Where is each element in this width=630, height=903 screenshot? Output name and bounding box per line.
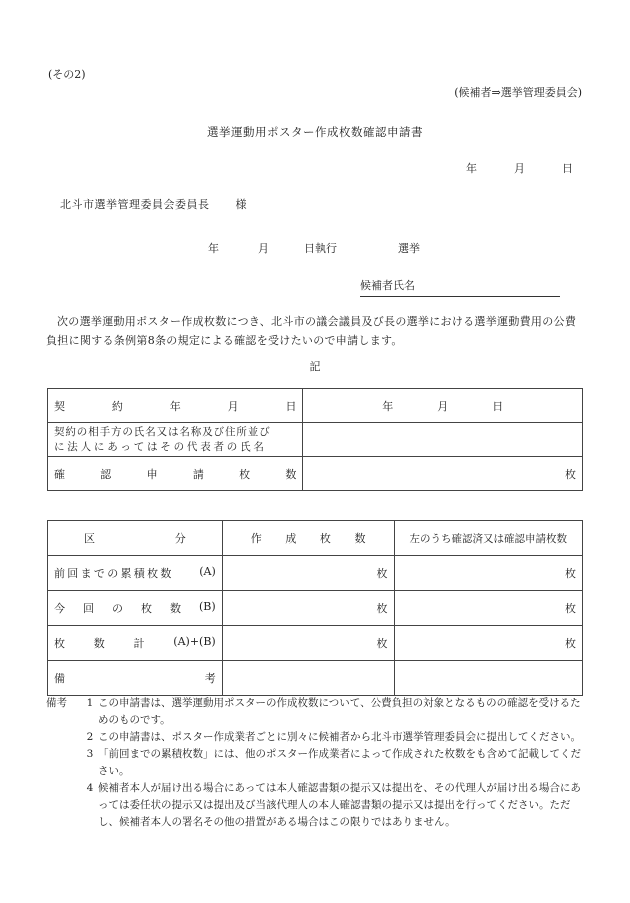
row-label-previous [48, 556, 223, 591]
row-label-char: の [112, 602, 123, 615]
notes-section [46, 695, 591, 831]
unit-label: 枚 [565, 602, 576, 615]
label-char: 契 [54, 399, 65, 413]
contract-date-field[interactable] [303, 389, 583, 423]
contract-year: 年 [382, 399, 394, 413]
current-created-field[interactable] [222, 591, 394, 626]
row-label-char: 回 [83, 602, 94, 615]
table-row [48, 423, 583, 457]
total-created-field[interactable] [222, 626, 394, 661]
election-month: 月 [258, 242, 269, 255]
label-char: 枚 [239, 467, 251, 481]
unit-label: 枚 [376, 602, 388, 615]
election-year: 年 [208, 242, 219, 255]
header-char: 分 [174, 532, 186, 545]
table-row [48, 556, 583, 591]
label-char: 確 [54, 467, 65, 481]
row-label-text: 前回までの累積枚数 [54, 567, 174, 580]
unit-label: 枚 [565, 637, 576, 650]
row-label-char: 数 [93, 637, 105, 650]
contract-date-label [48, 389, 303, 423]
row-label-char: 考 [204, 672, 216, 685]
counterparty-label-line1: 契約の相手方の氏名又は名称及び住所並び [54, 425, 271, 438]
table-row [48, 389, 583, 423]
election-name: 選挙 [398, 242, 420, 255]
unit-label: 枚 [565, 567, 576, 580]
confirm-count-field[interactable] [303, 457, 583, 491]
header-char: 区 [84, 532, 95, 545]
label-char: 月 [227, 399, 239, 413]
note-text: 「前回までの累積枚数」には、他のポスター作成業者によって作成された枚数をも含めて記載してください。 [98, 748, 581, 777]
note-number: 2 [86, 731, 94, 743]
contract-day: 日 [492, 399, 504, 413]
note-item [46, 695, 591, 729]
remarks-field[interactable] [222, 661, 394, 696]
table-row [48, 457, 583, 491]
candidate-name-field[interactable] [360, 277, 560, 297]
row-label-code: (A) [199, 565, 216, 578]
note-number: 4 [86, 782, 94, 794]
label-char: 請 [192, 467, 204, 481]
row-label-char: 数 [170, 602, 181, 615]
label-char: 約 [111, 399, 123, 413]
row-label-code: (B) [199, 600, 216, 613]
label-char: 数 [285, 467, 297, 481]
previous-confirmed-field[interactable] [394, 556, 583, 591]
header-char: 枚 [319, 532, 331, 545]
row-label-char: 枚 [141, 602, 152, 615]
header-char: 成 [285, 532, 297, 545]
label-char: 申 [146, 467, 158, 481]
counterparty-label [48, 423, 303, 457]
addressee [60, 196, 247, 212]
table-row [48, 591, 583, 626]
row-label-char: 枚 [54, 637, 65, 650]
header-char: 数 [354, 532, 366, 545]
row-label-total [48, 626, 223, 661]
application-body-text: 次の選挙運動用ポスター作成枚数につき、北斗市の議会議員及び長の選挙における選挙運動費用の公費負担に関する条例第8条の規定による確認を受けたいので申請します。 [46, 315, 577, 347]
note-item [46, 780, 591, 831]
page-label: (その2) [48, 68, 86, 81]
note-number: 1 [86, 697, 94, 709]
label-char: 年 [169, 399, 181, 413]
row-label-current [48, 591, 223, 626]
counterparty-label-line2: に法人にあってはその代表者の氏名 [54, 440, 267, 453]
header-confirmed-count: 左のうち確認済又は確認申請枚数 [394, 521, 583, 556]
remarks-field-2[interactable] [394, 661, 583, 696]
unit-label: 枚 [376, 567, 388, 580]
table-row [48, 661, 583, 696]
note-number: 3 [86, 748, 94, 760]
header-created-count [222, 521, 394, 556]
contract-month: 月 [437, 399, 449, 413]
date-year: 年 [466, 162, 477, 175]
submission-route: (候補者⇒選挙管理委員会) [454, 86, 582, 99]
label-char: 認 [100, 467, 112, 481]
previous-created-field[interactable] [222, 556, 394, 591]
row-label-char: 計 [133, 637, 145, 650]
label-char: 日 [285, 399, 297, 413]
ki-marker: 記 [309, 360, 321, 373]
current-confirmed-field[interactable] [394, 591, 583, 626]
count-table [47, 520, 583, 696]
table-row [48, 626, 583, 661]
unit-label: 枚 [565, 467, 576, 481]
unit-label: 枚 [376, 637, 388, 650]
notes-heading: 備考 [46, 697, 67, 709]
note-item [46, 746, 591, 780]
confirm-count-label [48, 457, 303, 491]
note-text: 候補者本人が届け出る場合にあっては本人確認書類の提示又は提出を、その代理人が届け出る場合にあっては委任状の提示又は提出及び当該代理人の本人確認書類の提示又は提出を行ってください。ただし、候補者本人の署名その他の措置がある場合はこの限りではありません。 [98, 782, 581, 828]
contract-table [47, 388, 583, 491]
date-month: 月 [514, 162, 525, 175]
header-char: 作 [250, 532, 262, 545]
addressee-name: 北斗市選挙管理委員会委員長 [60, 198, 210, 211]
addressee-honorific: 様 [235, 198, 247, 211]
date-day: 日 [562, 162, 573, 175]
candidate-name-label: 候補者氏名 [360, 279, 415, 292]
header-category [48, 521, 223, 556]
total-confirmed-field[interactable] [394, 626, 583, 661]
counterparty-field[interactable] [303, 423, 583, 457]
note-item [46, 729, 591, 746]
note-text: この申請書は、ポスター作成業者ごとに別々に候補者から北斗市選挙管理委員会に提出してください。 [98, 731, 581, 743]
row-label-code: (A)+(B) [173, 635, 216, 648]
note-text: この申請書は、選挙運動用ポスターの作成枚数について、公費負担の対象となるものの確認を受けるためのものです。 [98, 697, 581, 726]
row-label-remarks [48, 661, 223, 696]
row-label-char: 今 [54, 602, 65, 615]
election-day-exec: 日執行 [304, 242, 337, 255]
table-header-row [48, 521, 583, 556]
row-label-char: 備 [54, 672, 65, 685]
document-title: 選挙運動用ポスター作成枚数確認申請書 [207, 125, 423, 139]
